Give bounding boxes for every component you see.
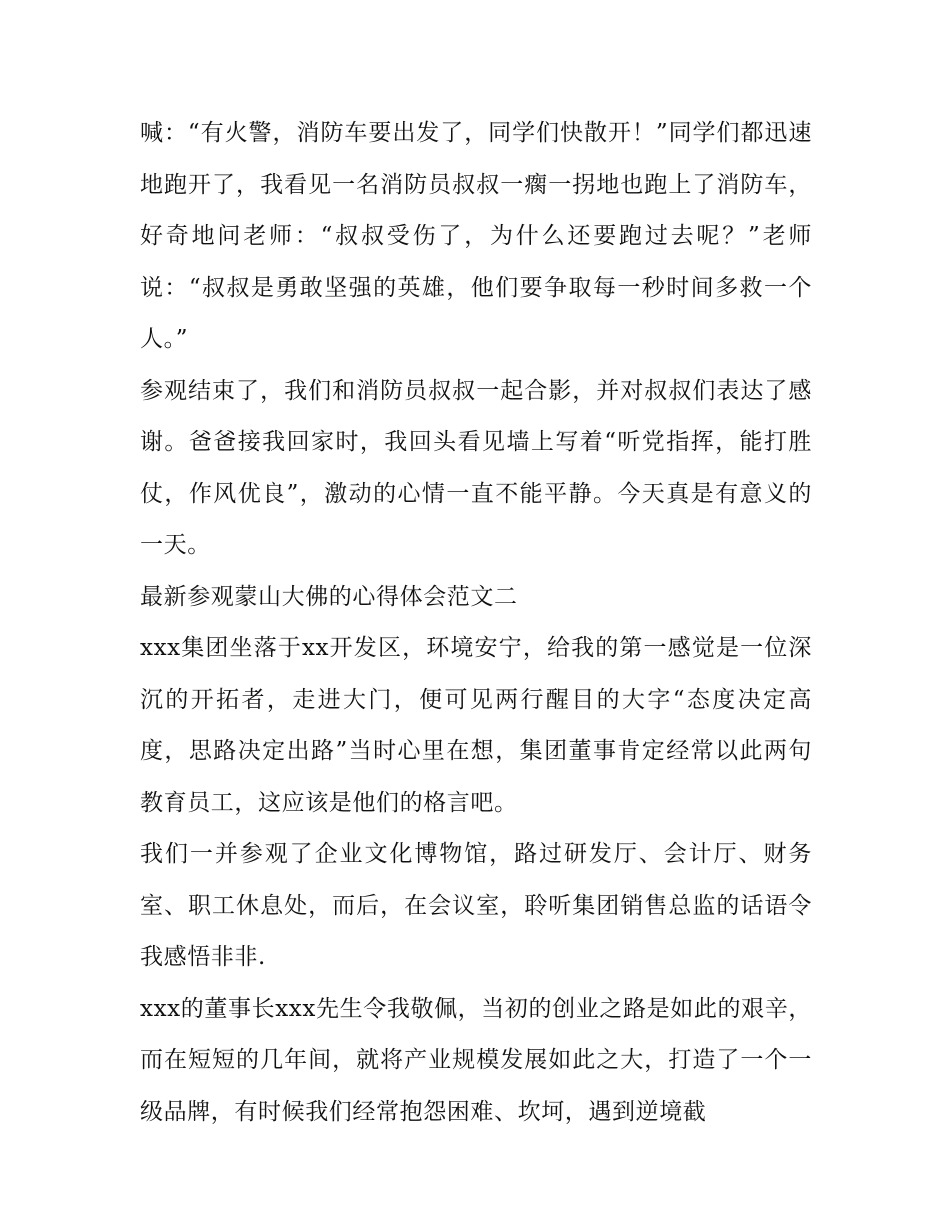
paragraph-chairman: xxx的董事长xxx先生令我敬佩，当初的创业之路是如此的艰辛，而在短短的几年间，就将产业规模发展如此之大，打造了一个一级品牌，有时候我们经常抱怨困难、坎坷，遇到逆境截 (140, 995, 812, 1125)
paragraph-fire-drill: 喊：“有火警，消防车要出发了，同学们快散开！”同学们都迅速地跑开了，我看见一名消防员叔叔一瘸一拐地也跑上了消防车，好奇地问老师：“叔叔受伤了，为什么还要跑过去呢？”老师说：“叔叔是勇敢坚强的英雄，他们要争取每一秒时间多救一个人。” (140, 120, 812, 352)
document-page (140, 108, 812, 1138)
paragraph-visit-end: 参观结束了，我们和消防员叔叔一起合影，并对叔叔们表达了感谢。爸爸接我回家时，我回头看见墙上写着“听党指挥，能打胜仗，作风优良”，激动的心情一直不能平静。今天真是有意义的一天。 (140, 377, 812, 558)
paragraph-museum-visit: 我们一并参观了企业文化博物馆，路过研发厅、会计厅、财务室、职工休息处，而后，在会议室，聆听集团销售总监的话语令我感悟非非. (140, 841, 812, 970)
section-title: 最新参观蒙山大佛的心得体会范文二 (140, 583, 518, 610)
paragraph-group-intro: xxx集团坐落于xx开发区，环境安宁，给我的第一感觉是一位深沉的开拓者，走进大门，便可见两行醒目的大字“态度决定高度，思路决定出路”当时心里在想，集团董事肯定经常以此两句教育员工，这应该是他们的格言吧。 (140, 635, 812, 816)
